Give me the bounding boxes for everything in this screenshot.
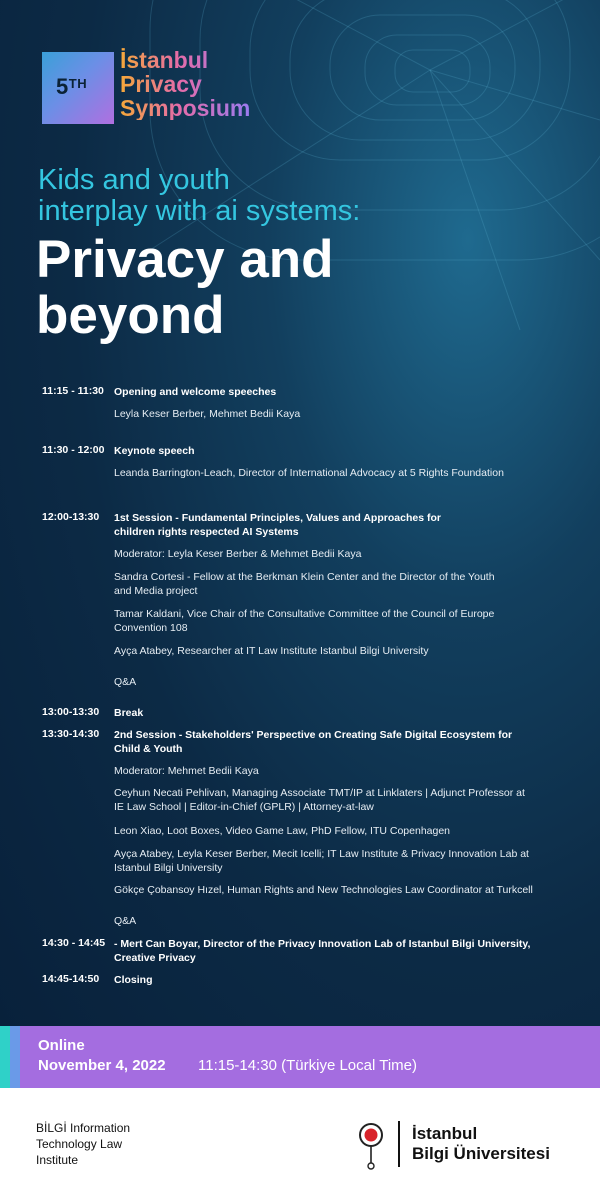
agenda-detail [114,847,564,875]
bilgi-university-emblem-icon [356,1113,386,1173]
agenda-detail [114,570,564,598]
agenda-detail [114,607,564,635]
date-banner [0,1026,600,1088]
agenda-detail [114,675,564,689]
agenda-detail-line: Leyla Keser Berber, Mehmet Bedii Kaya [114,408,301,420]
agenda-detail-line: Q&A [114,915,137,927]
event-mode: Online [38,1037,85,1054]
agenda-heading-line: Creative Privacy [114,952,196,964]
event-date: November 4, 2022 [38,1057,166,1074]
agenda-time: 14:30 - 14:45 [42,937,106,949]
agenda-detail [114,914,564,928]
agenda-detail [114,644,564,658]
agenda-time: 13:30-14:30 [42,728,100,740]
agenda-detail-line: Convention 108 [114,622,188,634]
agenda-detail [114,824,564,838]
agenda-detail [114,466,564,480]
agenda-heading [114,511,554,539]
agenda-detail-line: and Media project [114,585,198,597]
agenda-detail-line: Ayça Atabey, Researcher at IT Law Institute Istanbul Bilgi University [114,645,429,657]
footer-divider [398,1121,400,1167]
agenda-heading-line: Child & Youth [114,743,183,755]
agenda-detail [114,407,564,421]
agenda-detail [114,547,564,561]
event-title: Privacy and beyond [36,230,334,345]
agenda-heading-line: Opening and welcome speeches [114,386,277,398]
banner-stripe [0,1026,20,1088]
agenda-detail-line: Leon Xiao, Loot Boxes, Video Game Law, PhD Fellow, ITU Copenhagen [114,825,451,837]
agenda-heading [114,706,554,720]
agenda-heading-line: Closing [114,974,153,986]
agenda-detail-line: Moderator: Mehmet Bedii Kaya [114,765,259,777]
agenda-heading-line: 1st Session - Fundamental Principles, Values and Approaches for [114,512,441,524]
agenda-detail [114,764,564,778]
agenda-heading-line: 2nd Session - Stakeholders' Perspective on Creating Safe Digital Ecosystem for [114,729,513,741]
agenda-time: 11:30 - 12:00 [42,444,105,456]
agenda-heading-line: Break [114,707,144,719]
agenda-detail-line: Q&A [114,676,137,688]
agenda-detail [114,786,564,814]
agenda-detail-line: Moderator: Leyla Keser Berber & Mehmet Bedii Kaya [114,548,362,560]
agenda-detail-line: Sandra Cortesi - Fellow at the Berkman Klein Center and the Director of the Youth [114,571,495,583]
footer [0,1088,600,1200]
symposium-logo-text: İstanbul Privacy Symposium [120,47,251,121]
agenda-detail-line: Tamar Kaldani, Vice Chair of the Consultative Committee of the Council of Europe [114,608,495,620]
agenda-heading-line: children rights respected AI Systems [114,526,299,538]
agenda-detail-line: Ceyhun Necati Pehlivan, Managing Associate TMT/IP at Linklaters | Adjunct Professor at [114,787,525,799]
agenda-heading [114,728,554,756]
agenda-detail-line: Istanbul Bilgi University [114,862,223,874]
agenda-heading [114,444,554,458]
agenda-time: 12:00-13:30 [42,511,100,523]
agenda-detail-line: IE Law School | Editor-in-Chief (GPLR) | Attorney-at-law [114,801,374,813]
agenda-detail-line: Leanda Barrington-Leach, Director of International Advocacy at 5 Rights Foundation [114,467,504,479]
agenda-detail-line: Ayça Atabey, Leyla Keser Berber, Mecit Icelli; IT Law Institute & Privacy Innovation Lab at [114,848,529,860]
event-time: 11:15-14:30 (Türkiye Local Time) [198,1057,417,1074]
agenda-heading-line: - Mert Can Boyar, Director of the Privacy Innovation Lab of Istanbul Bilgi University, [114,938,531,950]
agenda-detail [114,883,564,897]
agenda-heading-line: Keynote speech [114,445,195,457]
agenda-detail-line: Gökçe Çobansoy Hızel, Human Rights and New Technologies Law Coordinator at Turkcell [114,884,533,896]
agenda-heading [114,973,554,987]
istanbul-bilgi-university-logo-text: İstanbul Bilgi Üniversitesi [412,1124,550,1163]
agenda-time: 14:45-14:50 [42,973,100,985]
it-law-institute-logo-text: BİLGİ Information Technology Law Institute [36,1121,131,1167]
logo-edition: 5TH [56,74,88,99]
agenda-time: 11:15 - 11:30 [42,385,104,397]
agenda-heading [114,385,554,399]
agenda-heading [114,937,554,965]
event-subtitle: Kids and youth interplay with ai systems: [38,164,361,227]
agenda-time: 13:00-13:30 [42,706,100,718]
